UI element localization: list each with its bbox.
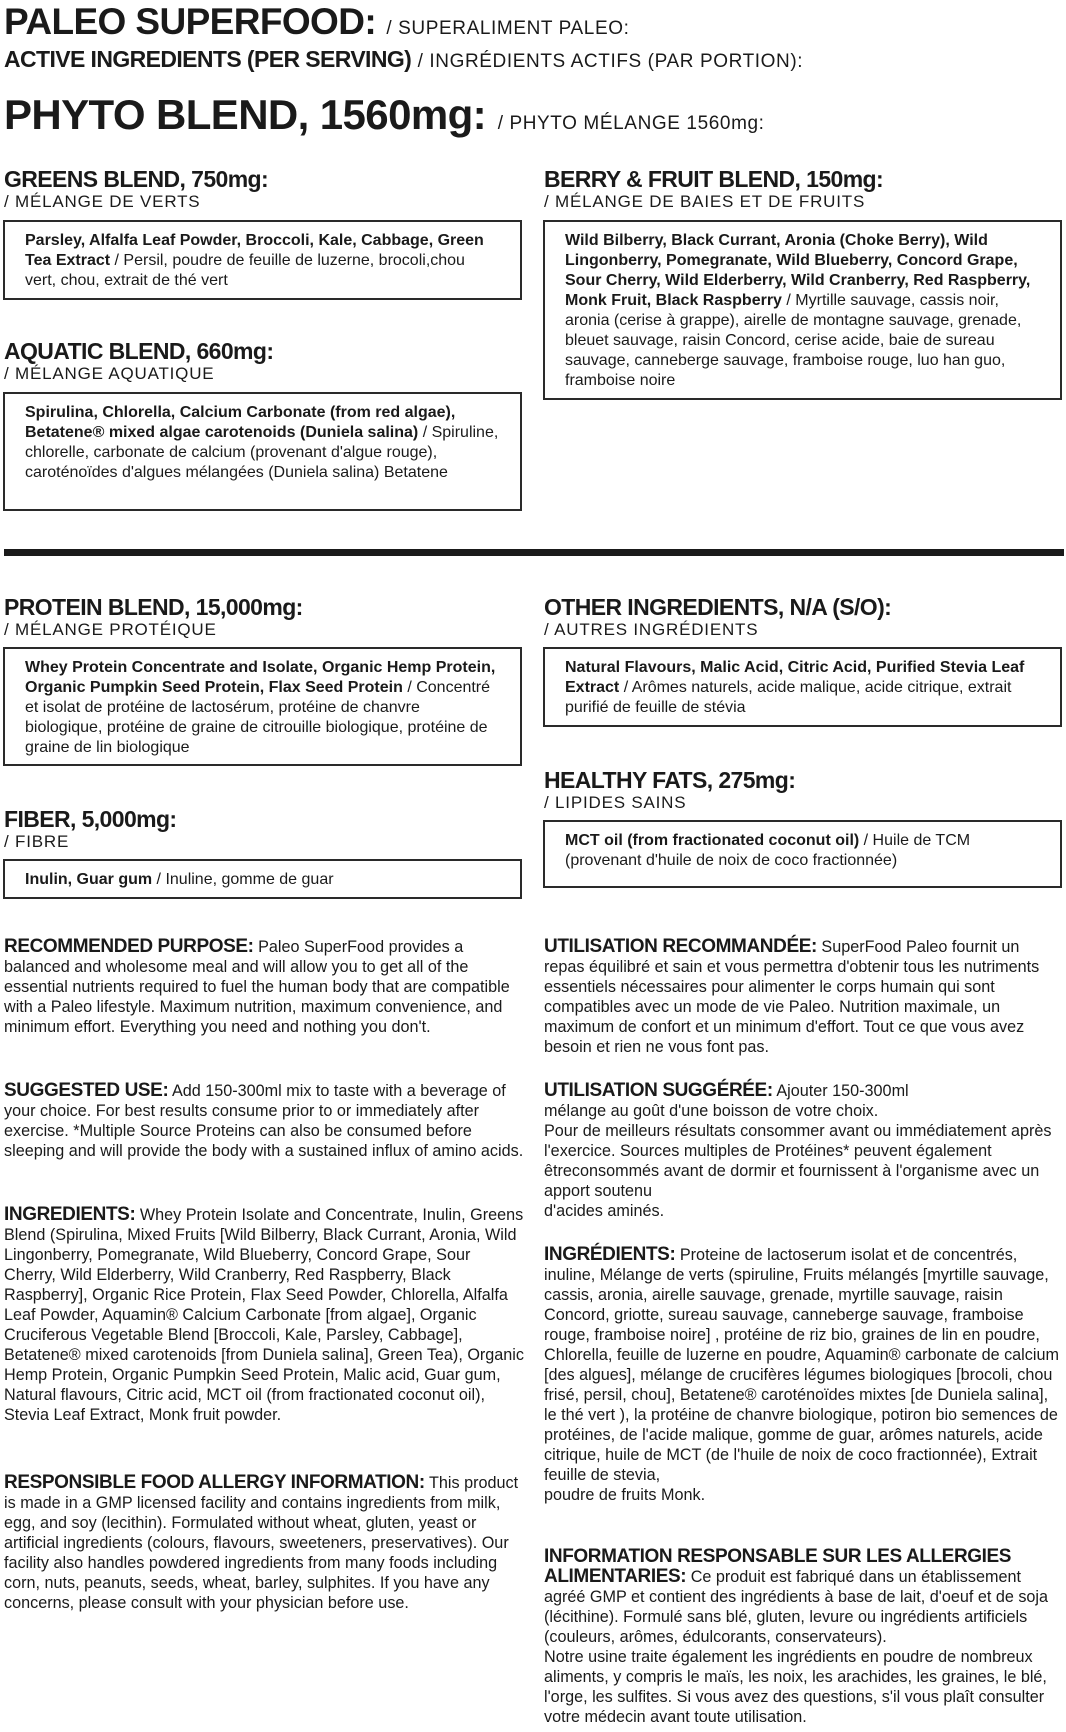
protein-fr: / Concentré et isolat de protéine de lactosérum, protéine de chanvre biologique, protéine de graine de citrouille biologique, protéine de graine de lin biologique [25,679,491,756]
utilisation-recommandee [544,937,1064,1057]
fats-title: HEALTHY FATS, 275mg: [544,767,796,793]
fats-fr: / Huile de TCM (provenant d'huile de noix de coco fractionnée) [565,832,971,869]
ingredients-heading: INGREDIENTS: [4,1204,136,1225]
allergy-info-fr [544,1547,1064,1727]
other-ingredients-box [543,647,1062,727]
allergy-body: This product is made in a GMP licensed facility and contains ingredients from milk, egg, and soy (lecithin). Formulated without wheat, gluten, yeast or artificial ingredients (colours, flavours, sweeteners, preservatives). Our facility also handles powdered ingredients from many foods including corn, nuts, peanuts, seeds, wheat, barley, sulphites. If you have any concerns, please consult with your physician before use. [4,1474,519,1612]
fiber-fr: / Inuline, gomme de guar [152,871,334,888]
protein-title: PROTEIN BLEND, 15,000mg: [4,594,303,620]
protein-en: Whey Protein Concentrate and Isolate, Organic Hemp Protein, Organic Pumpkin Seed Protein, Flax Seed Protein [25,659,496,696]
fr-use-body-4: d'acides aminés. [544,1202,665,1220]
fiber-title: FIBER, 5,000mg: [4,806,177,832]
greens-subtitle: / MÉLANGE DE VERTS [4,192,201,211]
berry-blend-box [543,220,1062,400]
aquatic-en: Spirulina, Chlorella, Calcium Carbonate (from red algae), Betatene® mixed algae carotenoids (Duniela salina) [25,404,456,441]
fiber-box [3,859,522,899]
use-heading: SUGGESTED USE: [4,1080,169,1101]
berry-blend-heading [544,166,883,212]
ingredients [4,1205,524,1425]
fats-en: MCT oil (from fractionated coconut oil) [565,832,860,849]
fr-use-heading: UTILISATION SUGGÉRÉE: [544,1080,773,1101]
ingredients-body: Whey Protein Isolate and Concentrate, Inulin, Greens Blend (Spirulina, Mixed Fruits [Wild Bilberry, Black Currant, Aronia, Wild Lingonberry, Pomegranate, Wild Blueberry, Concord Grape, Sour Cherry, Wild Elderberry, Wild Cranberry, Red Raspberry, Black Raspberry], Organic Rice Protein, Flax Seed Powder, Chlorella, Alfalfa Leaf Powder, Aquamin® Calcium Carbonate [from algae], Organic Cruciferous Vegetable Blend [Broccoli, Kale, Parsley, Cabbage], Betatene® mixed carotenoids [from Duniela salina], Green Tea), Organic Hemp Protein, Organic Pumpkin Seed Protein, Malic acid, Guar gum, Natural flavours, Citric acid, MCT oil (from fractionated coconut oil), Stevia Leaf Extract, Monk fruit powder. [4,1206,524,1424]
ingredients-fr [544,1245,1064,1505]
fr-purpose-heading: UTILISATION RECOMMANDÉE: [544,936,817,957]
other-subtitle: / AUTRES INGRÉDIENTS [544,620,759,639]
fiber-en: Inulin, Guar gum [25,871,153,888]
title-en: PALEO SUPERFOOD: [4,1,377,42]
active-en: ACTIVE INGREDIENTS (PER SERVING) [4,46,412,72]
berry-subtitle: / MÉLANGE DE BAIES ET DE FRUITS [544,192,866,211]
recommended-purpose [4,937,524,1037]
fr-purpose-body: SuperFood Paleo fournit un repas équilibré et sain et vous permettra d'obtenir tous les nutriments essentiels nécessaires pour alimenter le corps humain qui sont compatibles avec un mode de vie Paleo. Nutrition maximale, un maximum de confort et un minimum d'effort. Tout ce que vous avez besoin et rien ne vous font pas. [544,938,1040,1056]
berry-fr: / Myrtille sauvage, cassis noir, aronia (cerise à grappe), airelle de montagne sauvage, grenade, bleuet sauvage, raisin Concord, cerise acide, baie de sureau sauvage, canneberge sauvage, framboise rouge, luo han guo, framboise noire [565,292,1022,389]
fr-ingredients-body-1: Proteine de lactoserum isolat et de concentrés, inuline, Mélange de verts (spiruline, Fruits mélangés [myrtille sauvage, cassis, aronia, airelle sauvage, grenade, myrtille sauvage, raisin Concord, griotte, sureau sauvage, canneberge sauvage, framboise rouge, framboise noire] , protéine de riz bio, graines de lin en poudre, Chlorella, feuille de luzerne en poudre, Aquamin® carbonate de calcium [des algues], mélange de crucifères légumes biologiques [brocoli, chou frisé, persil, chou], Betatene® caroténoïdes mixtes [de Duniela salina], le thé vert ), la protéine de chanvre biologique, potiron bio semences de protéines, de l'acide malique, gomme de guar, arômes naturels, acide citrique, huile de MCT (de l'huile de noix de coco fractionnée), Extrait feuille de stevia, [544,1246,1059,1484]
allergy-heading: RESPONSIBLE FOOD ALLERGY INFORMATION: [4,1472,425,1493]
other-ingredients-heading [544,594,891,640]
fiber-heading [4,806,177,852]
fr-use-body-1: Ajouter 150-300ml [772,1082,909,1100]
active-fr: / INGRÉDIENTS ACTIFS (PAR PORTION): [417,51,804,72]
healthy-fats-heading [544,767,795,813]
greens-blend-box [3,220,522,300]
berry-title: BERRY & FRUIT BLEND, 150mg: [544,166,884,192]
greens-fr: / Persil, poudre de feuille de luzerne, brocoli,chou vert, chou, extrait de thé vert [25,252,465,289]
phyto-blend-heading [4,92,765,147]
fr-allergy-body-1: Ce produit est fabriqué dans un établissement agréé GMP et contient des ingrédients à base de lait, d'oeuf et de soja (lécithine). Formulé sans blé, gluten, levure ou ingrédients artificiels (couleurs, arômes, édulcorants, conservateurs). [544,1568,1049,1646]
aquatic-title: AQUATIC BLEND, 660mg: [4,338,274,364]
other-en: Natural Flavours, Malic Acid, Citric Acid, Purified Stevia Leaf Extract [565,659,1025,696]
aquatic-blend-box [3,392,522,511]
phyto-en: PHYTO BLEND, 1560mg: [4,91,487,138]
protein-blend-heading [4,594,303,640]
phyto-fr: / PHYTO MÉLANGE 1560mg: [497,113,765,134]
berry-en: Wild Bilberry, Black Currant, Aronia (Choke Berry), Wild Lingonberry, Pomegranate, Wild Blueberry, Concord Grape, Sour Cherry, Wild Elderberry, Wild Cranberry, Red Raspberry, Monk Fruit, Black Raspberry [565,232,1031,309]
protein-blend-box [3,647,522,766]
fr-use-body-2: mélange au goût d'une boisson de votre choix. [544,1102,879,1120]
page-title [4,2,630,49]
aquatic-fr: / Spiruline, chlorelle, carbonate de calcium (provenant d'algue rouge), caroténoïdes d'algues mélangées (Duniela salina) Betatene [25,424,499,481]
protein-subtitle: / MÉLANGE PROTÉIQUE [4,620,217,639]
active-ingredients-heading [4,45,803,76]
allergy-info [4,1473,524,1613]
fr-allergy-heading-2: ALIMENTARIES: [544,1566,687,1587]
section-divider [4,549,1064,556]
title-fr: / SUPERALIMENT PALEO: [386,18,630,39]
fr-allergy-body-2: Notre usine traite également les ingrédients en poudre de nombreux aliments, y compris le maïs, les noix, les arachides, les graines, le blé, l'orge, les sulfites. Si vous avez des questions, s'il vous plaît consulter votre médecin avant toute utilisation. [544,1648,1047,1726]
greens-blend-heading [4,166,268,212]
purpose-heading: RECOMMENDED PURPOSE: [4,936,254,957]
fiber-subtitle: / FIBRE [4,832,70,851]
other-title: OTHER INGREDIENTS, N/A (S/O): [544,594,892,620]
aquatic-blend-heading [4,338,273,384]
fr-use-body-3: Pour de meilleurs résultats consommer avant ou immédiatement après l'exercice. Sources multiples de Protéines* peuvent également êtreconsommés avant de dormir et fournissent à l'organisme avec un apport soutenu [544,1122,1052,1200]
suggested-use [4,1081,524,1161]
fr-ingredients-heading: INGRÉDIENTS: [544,1244,676,1265]
fats-subtitle: / LIPIDES SAINS [544,793,687,812]
greens-en: Parsley, Alfalfa Leaf Powder, Broccoli, Kale, Cabbage, Green Tea Extract [25,232,484,269]
aquatic-subtitle: / MÉLANGE AQUATIQUE [4,364,215,383]
greens-title: GREENS BLEND, 750mg: [4,166,269,192]
healthy-fats-box [543,820,1062,888]
other-fr: / Arômes naturels, acide malique, acide citrique, extrait purifié de feuille de stévia [565,679,1012,716]
utilisation-suggeree [544,1081,1064,1221]
fr-ingredients-body-2: poudre de fruits Monk. [544,1486,706,1504]
use-body: Add 150-300ml mix to taste with a beverage of your choice. For best results consume prior to or immediately after exercise. *Multiple Source Proteins can also be consumed before sleeping and will provide the body with a sustained influx of amino acids. [4,1082,524,1160]
purpose-body: Paleo SuperFood provides a balanced and wholesome meal and will allow you to get all of the essential nutrients required to fuel the human body that are compatible with a Paleo lifestyle. Maximum nutrition, maximum convenience, and minimum effort. Everything you need and nothing you don't. [4,938,510,1036]
fr-allergy-heading-1: INFORMATION RESPONSABLE SUR LES ALLERGIES [544,1546,1012,1567]
